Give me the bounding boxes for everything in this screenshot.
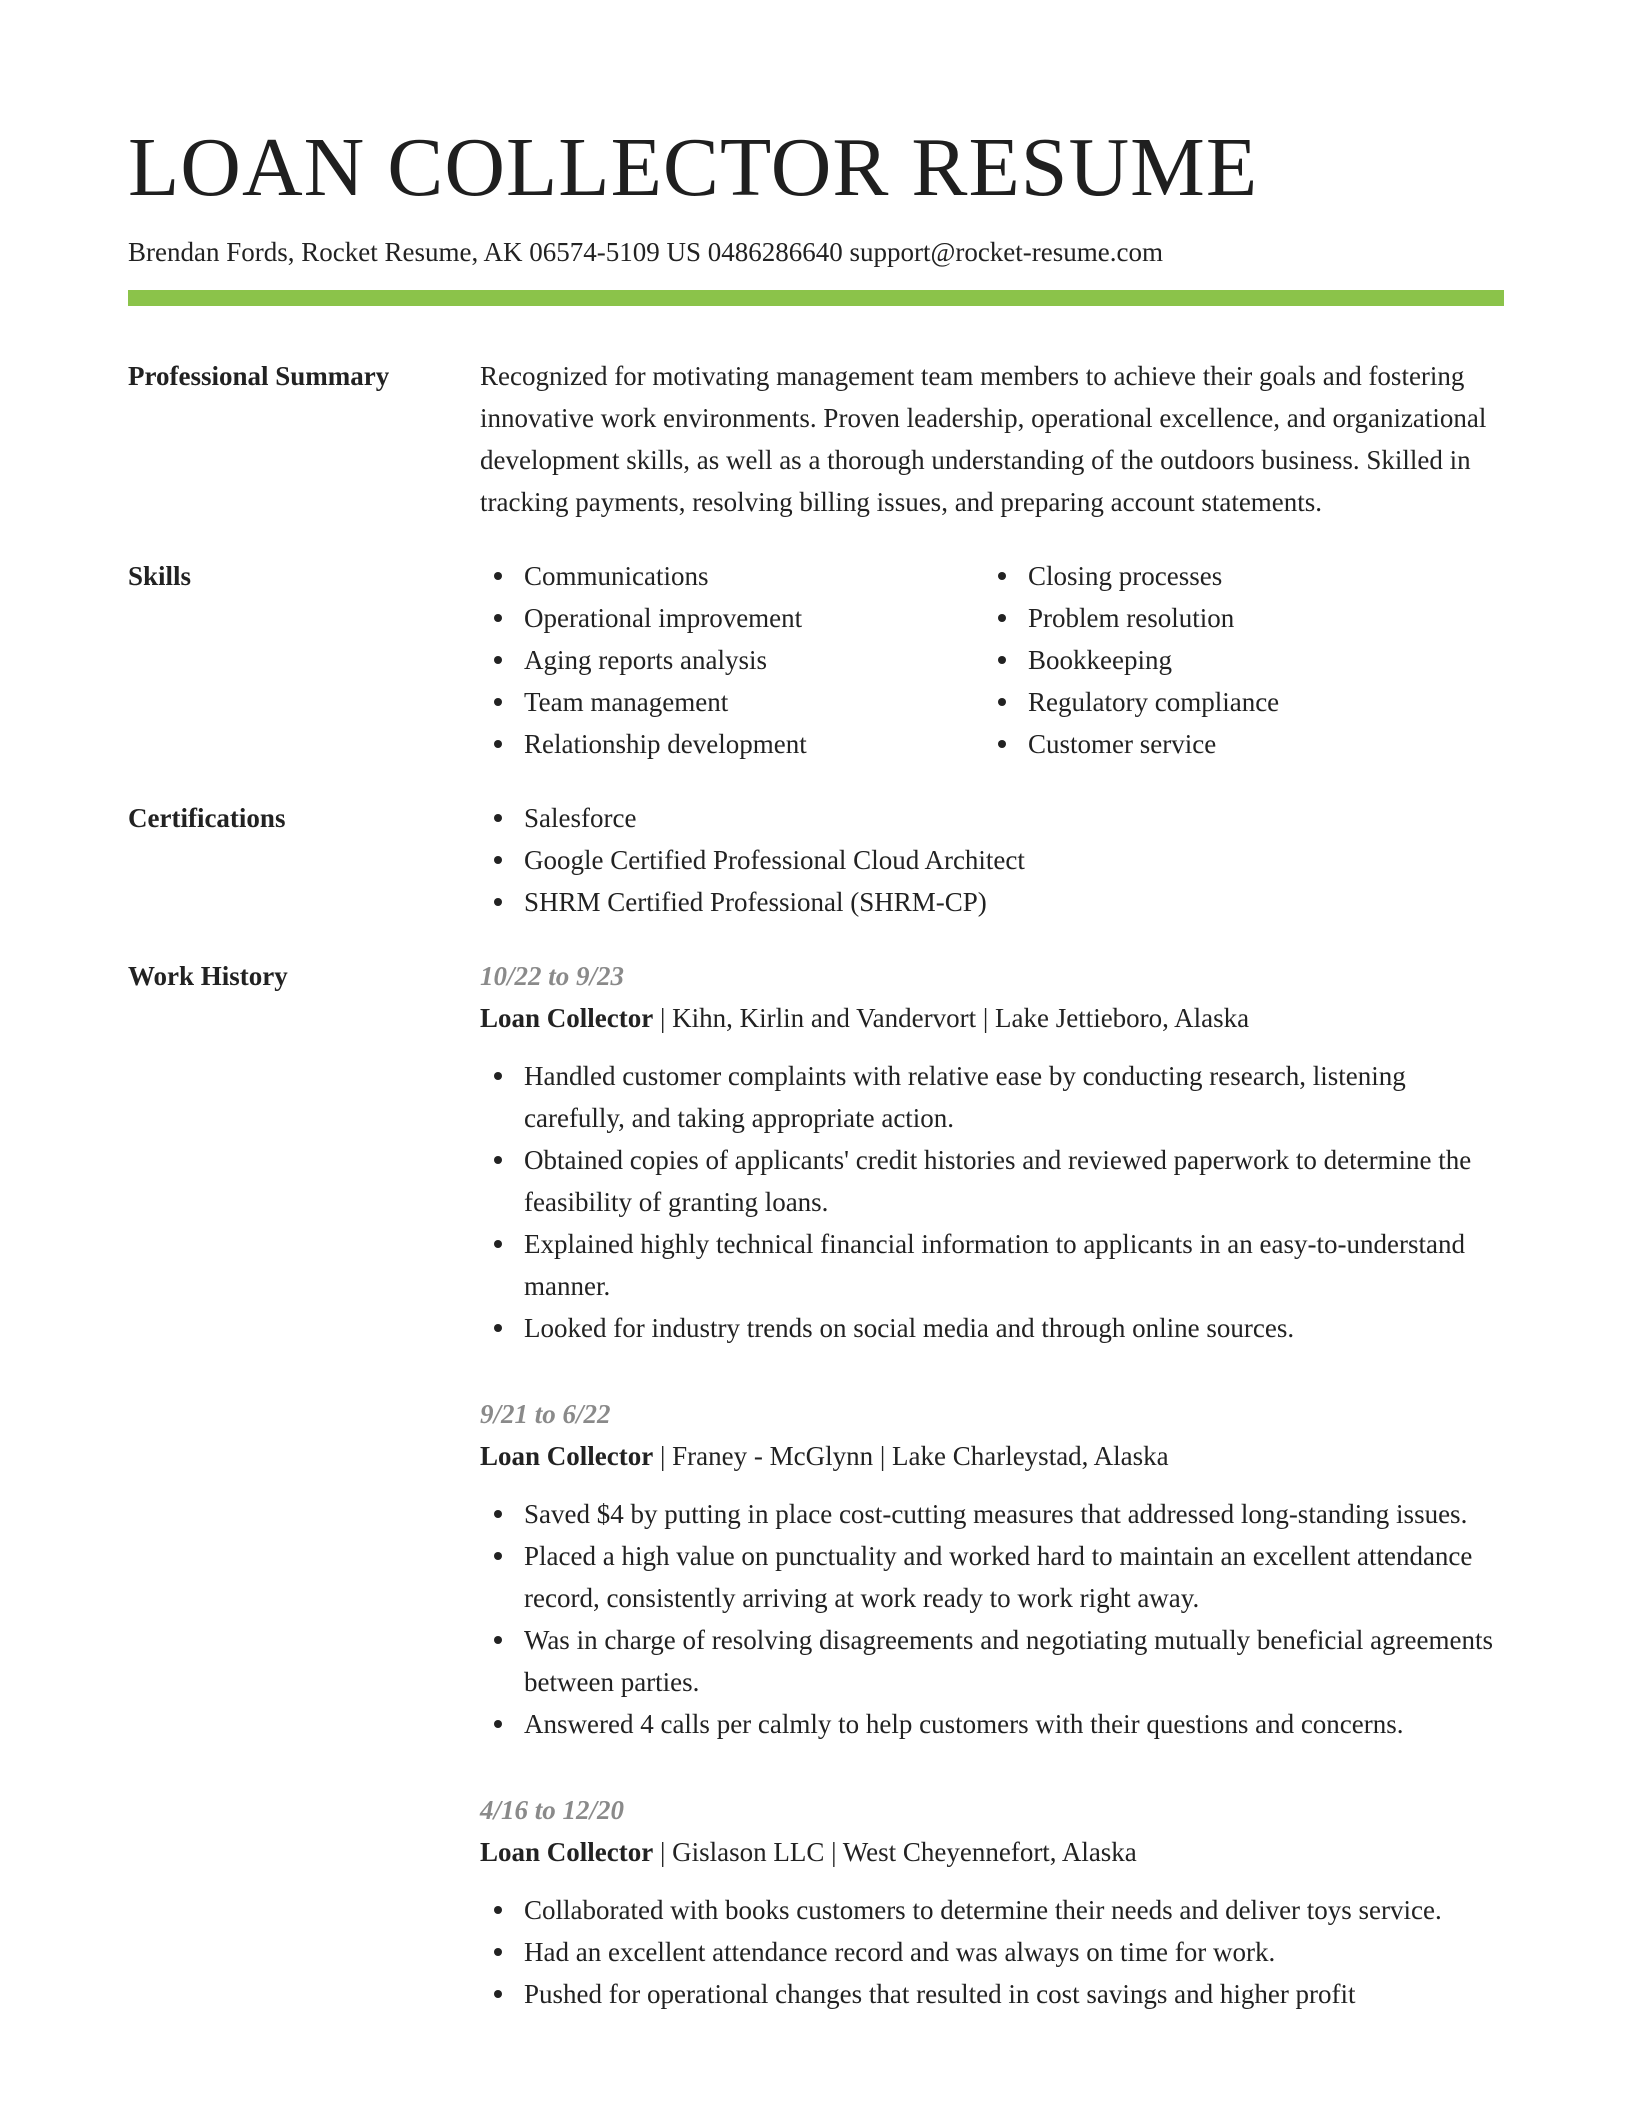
skills-list-left <box>480 555 984 765</box>
job-heading <box>480 1435 1504 1477</box>
job-bullets <box>480 1889 1504 2015</box>
section-label: Certifications <box>128 803 286 833</box>
job-bullets <box>480 1055 1504 1349</box>
job-details: | Franey - McGlynn | Lake Charleystad, Alaska <box>653 1441 1169 1471</box>
job-details: | Kihn, Kirlin and Vandervort | Lake Jettieboro, Alaska <box>653 1003 1250 1033</box>
section-label: Skills <box>128 561 192 591</box>
certification-item: Google Certified Professional Cloud Architect <box>480 839 1504 881</box>
resume-page <box>128 118 1504 2059</box>
job-dates: 4/16 to 12/20 <box>480 1795 625 1825</box>
job-dates: 9/21 to 6/22 <box>480 1399 611 1429</box>
skill-item: Bookkeeping <box>984 639 1488 681</box>
certifications-list <box>480 797 1504 923</box>
skill-item: Team management <box>480 681 984 723</box>
job-bullet: Saved $4 by putting in place cost-cutting measures that addressed long-standing issues. <box>480 1493 1504 1535</box>
job-title: Loan Collector <box>480 1837 654 1867</box>
job-bullet: Handled customer complaints with relative ease by conducting research, listening carefully, and taking appropriate action. <box>480 1055 1504 1139</box>
certification-item: SHRM Certified Professional (SHRM-CP) <box>480 881 1504 923</box>
skill-item: Closing processes <box>984 555 1488 597</box>
job-details: | Gislason LLC | West Cheyennefort, Alaska <box>653 1837 1137 1867</box>
job-bullet: Explained highly technical financial information to applicants in an easy-to-understand manner. <box>480 1223 1504 1307</box>
section-skills <box>128 555 1504 765</box>
resume-title: LOAN COLLECTOR RESUME <box>128 121 1259 214</box>
skills-list-right <box>984 555 1488 765</box>
job-bullet: Answered 4 calls per calmly to help customers with their questions and concerns. <box>480 1703 1504 1745</box>
skill-item: Regulatory compliance <box>984 681 1488 723</box>
job-bullet: Was in charge of resolving disagreements and negotiating mutually beneficial agreements between parties. <box>480 1619 1504 1703</box>
job-bullet: Looked for industry trends on social media and through online sources. <box>480 1307 1504 1349</box>
certifications-body <box>480 797 1504 923</box>
skill-item: Relationship development <box>480 723 984 765</box>
certification-item: Salesforce <box>480 797 1504 839</box>
job-bullet: Obtained copies of applicants' credit histories and reviewed paperwork to determine the feasibility of granting loans. <box>480 1139 1504 1223</box>
job-title: Loan Collector <box>480 1003 654 1033</box>
job-title: Loan Collector <box>480 1441 654 1471</box>
work-history-body <box>480 955 1504 2059</box>
skill-item: Communications <box>480 555 984 597</box>
job-bullets <box>480 1493 1504 1745</box>
skill-item: Aging reports analysis <box>480 639 984 681</box>
accent-divider <box>128 290 1504 306</box>
job-entry <box>480 1789 1504 2015</box>
skill-item: Operational improvement <box>480 597 984 639</box>
job-heading <box>480 1831 1504 1873</box>
job-entry <box>480 955 1504 1349</box>
job-bullet: Collaborated with books customers to determine their needs and deliver toys service. <box>480 1889 1504 1931</box>
job-dates: 10/22 to 9/23 <box>480 961 625 991</box>
job-heading <box>480 997 1504 1039</box>
section-certifications <box>128 797 1504 923</box>
job-entry <box>480 1393 1504 1745</box>
section-professional-summary <box>128 355 1504 523</box>
section-label: Professional Summary <box>128 361 390 391</box>
section-work-history <box>128 955 1504 2059</box>
summary-text: Recognized for motivating management team members to achieve their goals and fostering innovative work environments. Proven leadership, operational excellence, and organizational development skills, as well as a thorough understanding of the outdoors business. Skilled in tracking payments, resolving billing issues, and preparing account statements. <box>480 361 1487 517</box>
skill-item: Problem resolution <box>984 597 1488 639</box>
contact-line: Brendan Fords, Rocket Resume, AK 06574-5109 US 0486286640 support@rocket-resume.com <box>128 237 1163 267</box>
job-bullet: Placed a high value on punctuality and worked hard to maintain an excellent attendance record, consistently arriving at work ready to work right away. <box>480 1535 1504 1619</box>
skills-columns <box>480 555 1504 765</box>
job-bullet: Pushed for operational changes that resulted in cost savings and higher profit <box>480 1973 1504 2015</box>
section-label: Work History <box>128 961 288 991</box>
skill-item: Customer service <box>984 723 1488 765</box>
job-bullet: Had an excellent attendance record and was always on time for work. <box>480 1931 1504 1973</box>
